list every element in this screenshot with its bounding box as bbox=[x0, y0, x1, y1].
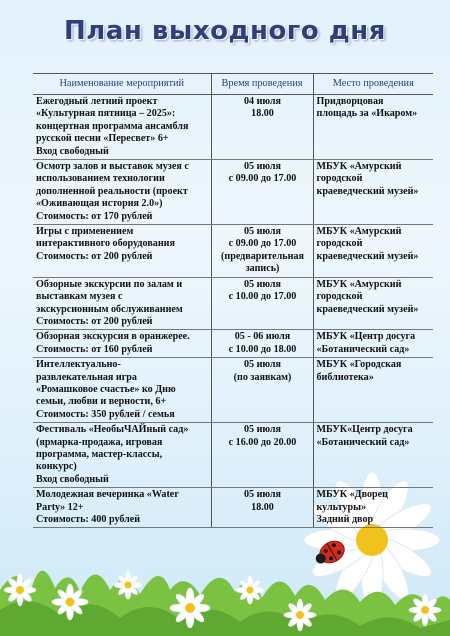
cell-line: Ежегодный летний проект bbox=[36, 96, 158, 107]
cell-line: библиотека» bbox=[316, 371, 374, 383]
cell-line: «Ботанический сад» bbox=[316, 343, 410, 355]
cell-line: 05 июля bbox=[243, 161, 282, 173]
cell-line: интерактивного оборудования bbox=[36, 238, 175, 250]
place-cell bbox=[313, 488, 433, 528]
cell-line: МБУК «Амурский bbox=[316, 161, 402, 173]
place-cell bbox=[313, 358, 433, 423]
time-cell bbox=[211, 423, 313, 488]
cell-line: (предварительная bbox=[221, 250, 304, 262]
place-cell bbox=[313, 95, 433, 160]
cell-line: программа, мастер-классы, bbox=[36, 448, 163, 460]
cell-line: Интеллектуально- bbox=[36, 359, 121, 371]
cell-line: конкурс) bbox=[36, 461, 77, 473]
table-row bbox=[33, 277, 433, 330]
place-cell bbox=[313, 225, 433, 278]
cell-line: использованием технологии bbox=[36, 173, 165, 185]
cell-line: культуры» bbox=[316, 501, 366, 513]
cell-line: Стоимость: от 170 рублей bbox=[36, 210, 153, 222]
event-cell bbox=[33, 277, 211, 330]
cell-line: семьи, любви и верности, 6+ bbox=[36, 396, 167, 408]
cell-line: 18.00 bbox=[251, 108, 274, 120]
cell-line: с 10.00 до 18.00 bbox=[228, 343, 297, 355]
cell-line: краеведческий музей» bbox=[316, 185, 419, 197]
cell-line: концертная программа ансамбля bbox=[36, 120, 189, 132]
cell-line: краеведческий музей» bbox=[316, 303, 419, 315]
cell-line: Вход свободный bbox=[36, 473, 109, 485]
cell-line: площадь за «Икаром» bbox=[316, 108, 418, 120]
cell-line: городской bbox=[316, 238, 363, 250]
cell-line: русской песни «Пересвет» 6+ bbox=[36, 133, 169, 145]
cell-line: Осмотр залов и выставок музея с bbox=[36, 161, 189, 173]
place-cell bbox=[313, 160, 433, 225]
cell-line: «Культурная пятница – 2025»: bbox=[36, 108, 176, 120]
cell-line: 05 июля bbox=[243, 489, 282, 501]
cell-line: Вход свободный bbox=[36, 145, 109, 157]
page-title: План выходного дня bbox=[64, 16, 386, 46]
cell-line: Обзорные экскурсии по залам и bbox=[36, 278, 183, 290]
cell-line: с 10.00 до 17.00 bbox=[228, 291, 297, 303]
table-row bbox=[33, 330, 433, 358]
cell-line: Стоимость: от 160 рублей bbox=[36, 343, 153, 355]
cell-line: Стоимость: 400 рублей bbox=[36, 514, 141, 525]
cell-line: МБУК «Амурский bbox=[316, 226, 402, 238]
event-cell bbox=[33, 160, 211, 225]
place-cell bbox=[313, 423, 433, 488]
cell-line: городской bbox=[316, 173, 363, 185]
cell-line: экскурсионным обслуживанием bbox=[36, 303, 183, 315]
cell-line: МБУК «Городская bbox=[316, 359, 402, 371]
cell-line: 05 июля bbox=[243, 278, 282, 290]
table-row bbox=[33, 423, 433, 488]
cell-line: (ярмарка-продажа, игровая bbox=[36, 436, 163, 448]
cell-line: Придворцовая bbox=[316, 96, 384, 107]
events-table bbox=[33, 73, 433, 528]
column-header-place: Место проведения bbox=[313, 74, 433, 95]
cell-line: МБУК «Амурский bbox=[316, 278, 402, 290]
cell-line: Игры с применением bbox=[36, 226, 134, 238]
time-cell bbox=[211, 95, 313, 160]
place-cell bbox=[313, 277, 433, 330]
time-cell bbox=[211, 330, 313, 358]
cell-line: 05 июля bbox=[243, 424, 282, 436]
table-row bbox=[33, 488, 433, 528]
column-header-event: Наименование мероприятий bbox=[33, 74, 211, 95]
cell-line: 04 июля bbox=[243, 96, 282, 107]
cell-line: Стоимость: от 200 рублей bbox=[36, 315, 153, 327]
cell-line: 18.00 bbox=[251, 501, 274, 513]
table-row bbox=[33, 358, 433, 423]
cell-line: Стоимость: от 200 рублей bbox=[36, 250, 153, 262]
event-cell bbox=[33, 423, 211, 488]
event-cell bbox=[33, 330, 211, 358]
cell-line: МБУК «Центр досуга bbox=[316, 331, 416, 343]
table-row bbox=[33, 225, 433, 278]
cell-line: запись) bbox=[245, 263, 280, 275]
cell-line: «Ромашковое счастье» ко Дню bbox=[36, 383, 176, 395]
cell-line: МБУК «Дворец bbox=[316, 489, 388, 501]
cell-line: Задний двор bbox=[316, 514, 374, 525]
time-cell bbox=[211, 225, 313, 278]
cell-line: Обзорная экскурсия в оранжерее. bbox=[36, 331, 190, 343]
cell-line: Фестиваль «НеобыЧАЙный сад» bbox=[36, 424, 189, 436]
event-cell bbox=[33, 358, 211, 423]
event-cell bbox=[33, 488, 211, 528]
table-row bbox=[33, 95, 433, 160]
event-cell bbox=[33, 225, 211, 278]
cell-line: с 09.00 до 17.00 bbox=[228, 238, 297, 250]
cell-line: с 16.00 до 20.00 bbox=[228, 436, 297, 448]
column-header-time: Время проведения bbox=[211, 74, 313, 95]
cell-line: краеведческий музей» bbox=[316, 250, 419, 262]
table-row bbox=[33, 160, 433, 225]
time-cell bbox=[211, 358, 313, 423]
cell-line: городской bbox=[316, 291, 363, 303]
cell-line: «Оживающая история 2.0») bbox=[36, 198, 163, 210]
cell-line: с 09.00 до 17.00 bbox=[228, 173, 297, 185]
cell-line: 05 июля bbox=[243, 226, 282, 238]
time-cell bbox=[211, 160, 313, 225]
cell-line: выставкам музея с bbox=[36, 291, 123, 303]
cell-line: 05 - 06 июля bbox=[234, 331, 291, 343]
cell-line: (по заявкам) bbox=[233, 371, 292, 383]
event-cell bbox=[33, 95, 211, 160]
cell-line: Стоимость: 350 рублей / семья bbox=[36, 408, 175, 420]
cell-line: дополненной реальности (проект bbox=[36, 185, 188, 197]
cell-line: развлекательная игра bbox=[36, 371, 137, 383]
cell-line: «Ботанический сад» bbox=[316, 436, 410, 448]
cell-line: Party» 12+ bbox=[36, 501, 84, 513]
cell-line: МБУК«Центр досуга bbox=[316, 424, 413, 436]
table-header-row bbox=[33, 74, 433, 95]
cell-line: Молодежная вечеринка «Water bbox=[36, 489, 179, 501]
cell-line: 05 июля bbox=[243, 359, 282, 371]
place-cell bbox=[313, 330, 433, 358]
time-cell bbox=[211, 488, 313, 528]
time-cell bbox=[211, 277, 313, 330]
